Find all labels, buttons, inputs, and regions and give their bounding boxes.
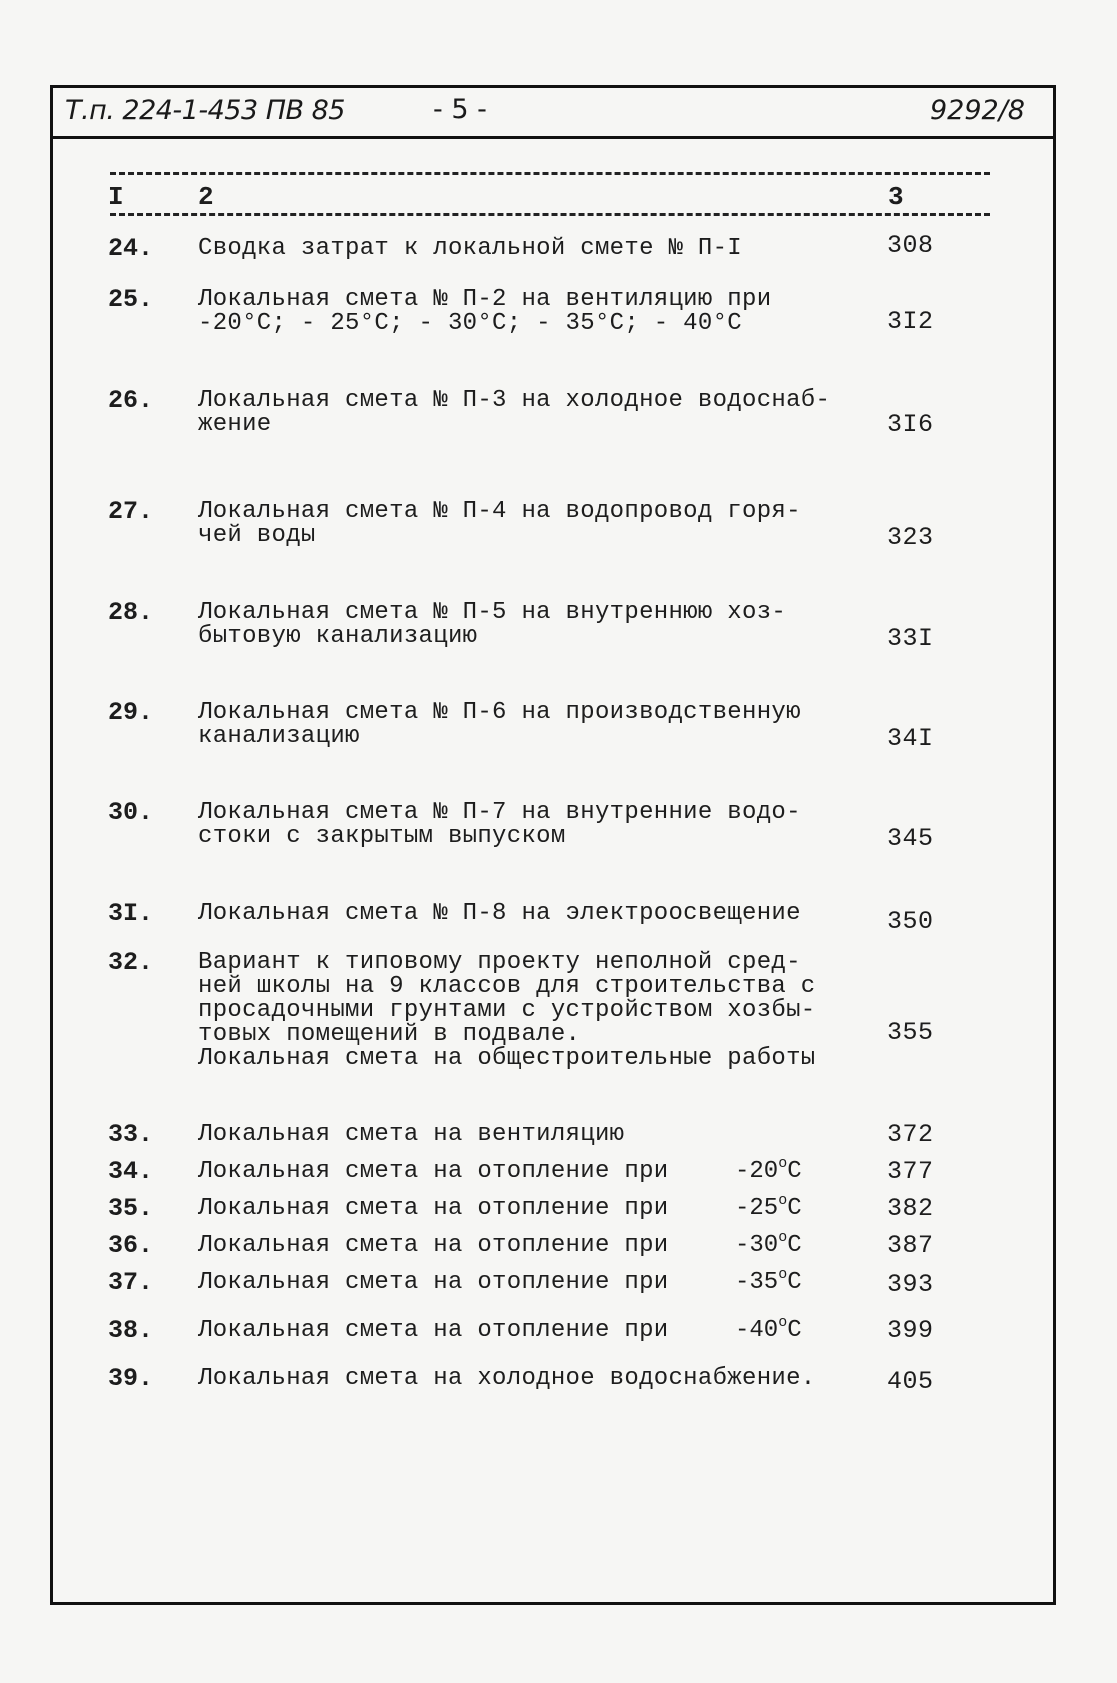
row-number: 36. [108, 1231, 154, 1260]
row-number: 26. [108, 386, 154, 415]
row-title-line: Локальная смета № П-6 на производственную [198, 699, 801, 726]
row-title-line: товых помещений в подвале. [198, 1021, 581, 1048]
temperature-unit: C [787, 1317, 802, 1344]
row-number: 30. [108, 798, 154, 827]
row-page: 377 [887, 1157, 934, 1186]
row-title-line: Локальная смета № П-8 на электроосвещение [198, 900, 801, 927]
row-number: 25. [108, 285, 154, 314]
title-block [53, 88, 1053, 139]
row-page: 3I6 [887, 410, 934, 439]
row-temperature [735, 1229, 802, 1259]
temperature-value: -25 [735, 1195, 779, 1222]
row-page: 399 [887, 1316, 934, 1345]
row-title-line: Вариант к типовому проекту неполной сред- [198, 949, 801, 976]
row-title-line: Локальная смета № П-4 на водопровод горя- [198, 498, 801, 525]
temperature-value: -30 [735, 1232, 779, 1259]
temperature-unit: C [787, 1232, 802, 1259]
row-number: 39. [108, 1364, 154, 1393]
row-page: 33I [887, 624, 934, 653]
row-title-line: бытовую канализацию [198, 623, 478, 650]
row-temperature [735, 1266, 802, 1296]
row-number: 33. [108, 1120, 154, 1149]
row-title-line: Локальная смета № П-3 на холодное водоснаб- [198, 387, 831, 414]
row-title-line: Локальная смета № П-5 на внутреннюю хоз- [198, 599, 787, 626]
row-number: 34. [108, 1157, 154, 1186]
row-title-line: Локальная смета № П-2 на вентиляцию при [198, 286, 772, 313]
row-page: 393 [887, 1270, 934, 1299]
row-title-line: Локальная смета № П-7 на внутренние водо- [198, 799, 801, 826]
row-page: 3I2 [887, 307, 934, 336]
row-title-line: Локальная смета на холодное водоснабжение. [198, 1365, 816, 1392]
row-title-line: Локальная смета на общестроительные работы [198, 1045, 816, 1072]
row-number: 32. [108, 948, 154, 977]
degree-sign: o [778, 1155, 788, 1172]
column-header-number: I [108, 182, 124, 212]
row-number: 35. [108, 1194, 154, 1223]
column-header-title: 2 [198, 182, 214, 212]
degree-sign: o [778, 1192, 788, 1209]
row-title-line: Локальная смета на отопление при [198, 1195, 669, 1222]
degree-sign: o [778, 1266, 788, 1283]
temperature-unit: C [787, 1195, 802, 1222]
row-title-line: -20°С; - 25°С; - 30°С; - 35°С; - 40°С [198, 310, 742, 337]
row-number: 28. [108, 598, 154, 627]
document-number: 9292/8 [930, 95, 1025, 126]
table-top-rule [110, 172, 990, 175]
row-title-line: чей воды [198, 522, 316, 549]
row-title-line: Локальная смета на отопление при [198, 1317, 669, 1344]
row-page: 345 [887, 824, 934, 853]
row-page: 34I [887, 724, 934, 753]
temperature-value: -20 [735, 1158, 779, 1185]
row-page: 372 [887, 1120, 934, 1149]
row-page: 382 [887, 1194, 934, 1223]
row-title-line: ней школы на 9 классов для строительства с [198, 973, 816, 1000]
row-page: 323 [887, 523, 934, 552]
row-number: 37. [108, 1268, 154, 1297]
row-temperature [735, 1314, 802, 1344]
row-title-line: жение [198, 411, 272, 438]
row-temperature [735, 1192, 802, 1222]
row-number: 24. [108, 234, 154, 263]
page-number: - 5 - [433, 94, 487, 125]
row-page: 350 [887, 907, 934, 936]
row-number: 3I. [108, 899, 154, 928]
temperature-value: -35 [735, 1269, 779, 1296]
row-page: 308 [887, 231, 934, 260]
degree-sign: o [778, 1229, 788, 1246]
row-number: 29. [108, 698, 154, 727]
row-title-line: стоки с закрытым выпуском [198, 823, 566, 850]
table-header-rule [110, 213, 990, 216]
row-temperature [735, 1155, 802, 1185]
temperature-value: -40 [735, 1317, 779, 1344]
row-title-line: канализацию [198, 723, 360, 750]
degree-sign: o [778, 1314, 788, 1331]
row-title-line: Локальная смета на вентиляцию [198, 1121, 625, 1148]
project-code: Т.п. 224-1-453 ПВ 85 [65, 95, 345, 126]
row-page: 355 [887, 1018, 934, 1047]
row-number: 38. [108, 1316, 154, 1345]
row-title-line: Сводка затрат к локальной смете № П-I [198, 235, 742, 262]
row-page: 405 [887, 1367, 934, 1396]
row-title-line: Локальная смета на отопление при [198, 1158, 669, 1185]
temperature-unit: C [787, 1158, 802, 1185]
row-title-line: просадочными грунтами с устройством хозбы- [198, 997, 816, 1024]
temperature-unit: C [787, 1269, 802, 1296]
row-title-line: Локальная смета на отопление при [198, 1269, 669, 1296]
row-page: 387 [887, 1231, 934, 1260]
row-title-line: Локальная смета на отопление при [198, 1232, 669, 1259]
row-number: 27. [108, 497, 154, 526]
column-header-page: 3 [888, 182, 904, 212]
